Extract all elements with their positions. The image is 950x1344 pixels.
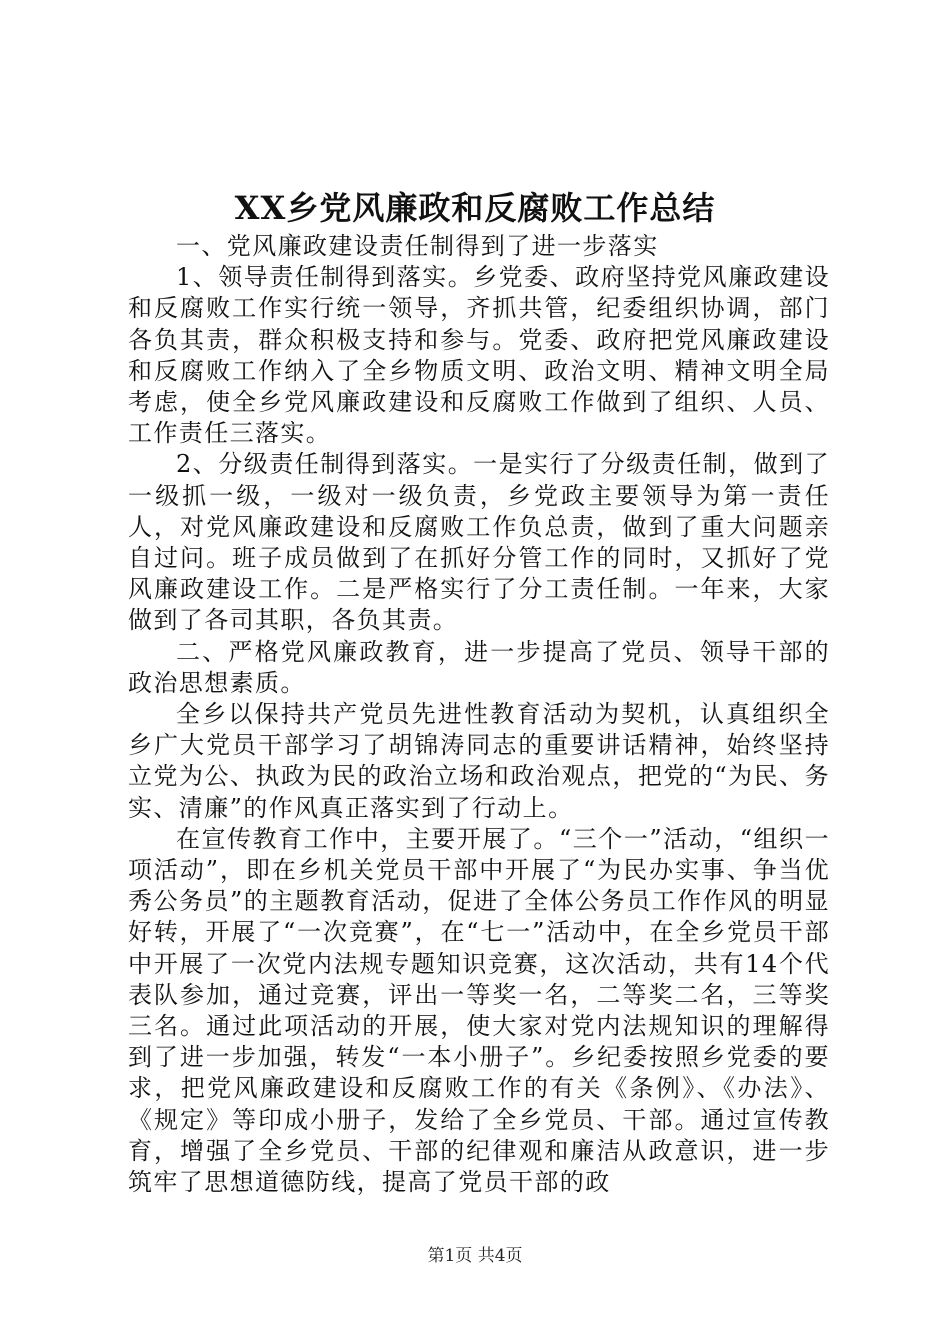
paragraph-publicity-work: 在宣传教育工作中，主要开展了。“三个一”活动，“组织一项活动”，即在乡机关党员干部中开展了“为民办实事、争当优秀公务员”的主题教育活动，促进了全体公务员工作作风的明显好转，开展了“一次竞赛”，在“七一”活动中，在全乡党员干部中开展了一次党内法规专题知识竞赛，这次活动，共有14个代表队参加，通过竞赛，评出一等奖一名，二等奖二名，三等奖三名。通过此项活动的开展，使大家对党内法规知识的理解得到了进一步加强，转发“一本小册子”。乡纪委按照乡党委的要求，把党风廉政建设和反腐败工作的有关《条例》、《办法》、《规定》等印成小册子，发给了全乡党员、干部。通过宣传教育，增强了全乡党员、干部的纪律观和廉洁从政意识，进一步筑牢了思想道德防线，提高了党员干部的政: [128, 824, 830, 1197]
paragraph-education-activity: 全乡以保持共产党员先进性教育活动为契机，认真组织全乡广大党员干部学习了胡锦涛同志的重要讲话精神，始终坚持立党为公、执政为民的政治立场和政治观点，把党的“为民、务实、清廉”的作风真正落实到了行动上。: [128, 700, 830, 822]
paragraph-graded-responsibility: 2、分级责任制得到落实。一是实行了分级责任制，做到了一级抓一级，一级对一级负责，乡党政主要领导为第一责任人，对党风廉政建设和反腐败工作负总责，做到了重大问题亲自过问。班子成员做到了在抓好分管工作的同时，又抓好了党风廉政建设工作。二是严格实行了分工责任制。一年来，大家做到了各司其职，各负其责。: [128, 450, 830, 635]
document-title: XX乡党风廉政和反腐败工作总结: [234, 189, 716, 227]
page-footer: 第1页 共4页: [427, 1246, 523, 1266]
paragraph-section-1-heading: 一、党风廉政建设责任制得到了进一步落实: [176, 232, 659, 260]
paragraph-leadership-responsibility: 1、领导责任制得到落实。乡党委、政府坚持党风廉政建设和反腐败工作实行统一领导，齐抓共管，纪委组织协调，部门各负其责，群众积极支持和参与。党委、政府把党风廉政建设和反腐败工作纳入了全乡物质文明、政治文明、精神文明全局考虑，使全乡党风廉政建设和反腐败工作做到了组织、人员、工作责任三落实。: [128, 263, 830, 448]
document-body: [128, 231, 830, 1198]
paragraph-section-2-heading: 二、严格党风廉政教育，进一步提高了党员、领导干部的政治思想素质。: [128, 637, 830, 697]
